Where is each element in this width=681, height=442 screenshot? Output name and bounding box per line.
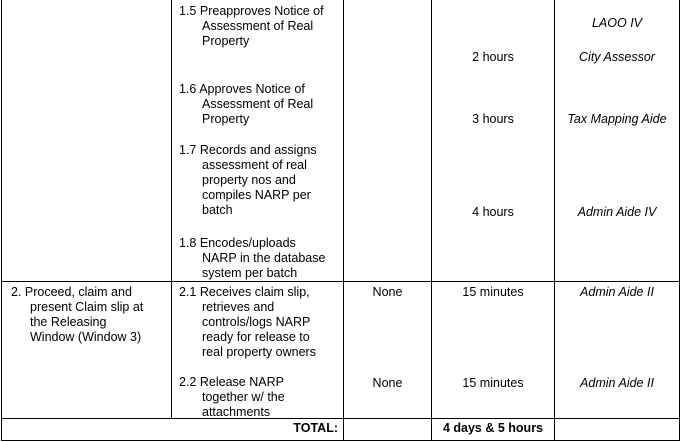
person-tax-mapping-aide: Tax Mapping Aide <box>567 112 667 126</box>
table-border-bottom <box>1 440 680 441</box>
person-admin-aide-iv: Admin Aide IV <box>577 205 657 219</box>
step-2-1: 2.1 Receives claim slip, retrieves and controls/logs NARP ready for release to real property owners <box>179 285 316 359</box>
person-laoo-iv: LAOO IV <box>591 16 643 30</box>
row-divider-1 <box>1 281 680 282</box>
person-2-1: Admin Aide II <box>580 285 654 299</box>
time-4-hours: 4 hours <box>472 205 514 219</box>
client-step-2: 2. Proceed, claim and present Claim slip at the Releasing Window (Window 3) <box>11 285 144 344</box>
time-2-2: 15 minutes <box>462 376 524 390</box>
col-divider-4 <box>554 0 555 441</box>
fee-2-2: None <box>372 376 403 390</box>
col-divider-2 <box>343 0 344 441</box>
total-value: 4 days & 5 hours <box>442 421 544 435</box>
fee-2-1: None <box>372 285 403 299</box>
step-1-8: 1.8 Encodes/uploads NARP in the database system per batch <box>179 236 326 280</box>
table-border-right <box>679 0 680 441</box>
time-3-hours: 3 hours <box>472 112 514 126</box>
step-1-7: 1.7 Records and assigns assessment of real property nos and compiles NARP per batch <box>179 143 317 217</box>
table-border-left <box>1 0 2 441</box>
step-1-6: 1.6 Approves Notice of Assessment of Real Property <box>179 82 314 126</box>
step-2-2: 2.2 Release NARP together w/ the attachments <box>179 375 285 419</box>
col-divider-1 <box>171 0 172 418</box>
time-2-hours: 2 hours <box>472 50 514 64</box>
time-2-1: 15 minutes <box>462 285 524 299</box>
person-city-assessor: City Assessor <box>579 50 655 64</box>
person-2-2: Admin Aide II <box>580 376 654 390</box>
col-divider-3 <box>431 0 432 441</box>
step-1-5: 1.5 Preapproves Notice of Assessment of Real Property <box>179 4 324 48</box>
row-divider-total <box>1 418 680 419</box>
total-label: TOTAL: <box>293 421 338 435</box>
